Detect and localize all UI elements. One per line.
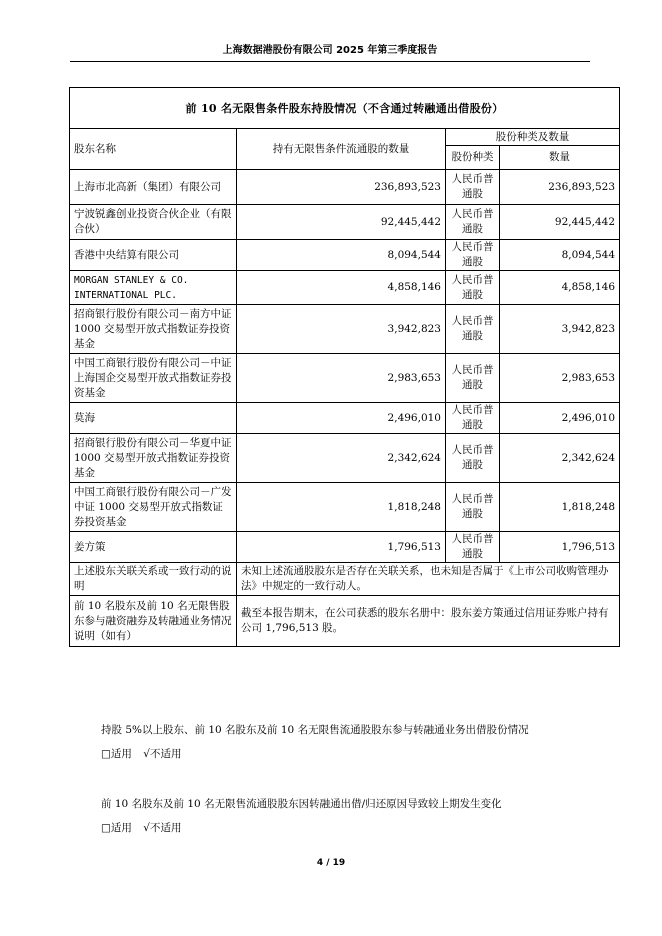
related-party-note-row bbox=[70, 563, 620, 596]
holder-shares: 236,893,523 bbox=[237, 170, 446, 205]
holder-shares: 2,983,653 bbox=[237, 354, 446, 403]
share-type: 人民币普通股 bbox=[446, 434, 500, 483]
col-header-type: 股份种类 bbox=[446, 146, 500, 170]
table-title-row bbox=[70, 88, 620, 129]
col-header-quantity: 数量 bbox=[500, 146, 620, 170]
share-quantity: 2,983,653 bbox=[500, 354, 620, 403]
table-row bbox=[70, 240, 620, 271]
holder-name: 香港中央结算有限公司 bbox=[70, 240, 237, 271]
table-row bbox=[70, 305, 620, 354]
share-type: 人民币普通股 bbox=[446, 271, 500, 305]
table-row bbox=[70, 271, 620, 305]
lending-option-not-applicable[interactable]: √不适用 bbox=[143, 748, 182, 760]
holder-name: 招商银行股份有限公司－南方中证 1000 交易型开放式指数证券投资基金 bbox=[70, 305, 237, 354]
share-quantity: 2,342,624 bbox=[500, 434, 620, 483]
table-row bbox=[70, 354, 620, 403]
table-row bbox=[70, 532, 620, 563]
share-type: 人民币普通股 bbox=[446, 483, 500, 532]
holder-shares: 2,342,624 bbox=[237, 434, 446, 483]
change-option-not-applicable[interactable]: √不适用 bbox=[143, 822, 182, 834]
table-row bbox=[70, 403, 620, 434]
page-header: 上海数据港股份有限公司 2025 年第三季度报告 bbox=[70, 44, 590, 62]
share-type: 人民币普通股 bbox=[446, 305, 500, 354]
lending-option-apply[interactable]: □适用 bbox=[101, 748, 132, 760]
share-quantity: 4,858,146 bbox=[500, 271, 620, 305]
share-quantity: 236,893,523 bbox=[500, 170, 620, 205]
holder-name: MORGAN STANLEY & CO. INTERNATIONAL PLC. bbox=[70, 271, 237, 305]
related-party-note-label: 上述股东关联关系或一致行动的说明 bbox=[70, 563, 237, 596]
table-row bbox=[70, 170, 620, 205]
holder-name: 莫海 bbox=[70, 403, 237, 434]
related-party-note-text: 未知上述流通股股东是否存在关联关系，也未知是否属于《上市公司收购管理办法》中规定的一致行动人。 bbox=[237, 563, 620, 596]
margin-trading-note-row bbox=[70, 596, 620, 647]
share-type: 人民币普通股 bbox=[446, 205, 500, 240]
lending-section-title: 持股 5%以上股东、前 10 名股东及前 10 名无限售流通股股东参与转融通业务出借股份情况 bbox=[101, 724, 529, 736]
col-header-shares: 持有无限售条件流通股的数量 bbox=[237, 129, 446, 170]
holder-shares: 3,942,823 bbox=[237, 305, 446, 354]
table-row bbox=[70, 434, 620, 483]
holder-shares: 4,858,146 bbox=[237, 271, 446, 305]
share-quantity: 1,818,248 bbox=[500, 483, 620, 532]
holder-name: 中国工商银行股份有限公司－中证上海国企交易型开放式指数证券投资基金 bbox=[70, 354, 237, 403]
share-type: 人民币普通股 bbox=[446, 532, 500, 563]
change-option-apply[interactable]: □适用 bbox=[101, 822, 132, 834]
share-quantity: 8,094,544 bbox=[500, 240, 620, 271]
share-quantity: 3,942,823 bbox=[500, 305, 620, 354]
holder-name: 招商银行股份有限公司－华夏中证 1000 交易型开放式指数证券投资基金 bbox=[70, 434, 237, 483]
share-type: 人民币普通股 bbox=[446, 354, 500, 403]
table-row bbox=[70, 205, 620, 240]
share-type: 人民币普通股 bbox=[446, 170, 500, 205]
share-quantity: 92,445,442 bbox=[500, 205, 620, 240]
holder-shares: 92,445,442 bbox=[237, 205, 446, 240]
change-options bbox=[101, 821, 189, 835]
share-type: 人民币普通股 bbox=[446, 240, 500, 271]
margin-trading-note-text: 截至本报告期末，在公司获悉的股东名册中：股东姜方策通过信用证券账户持有公司 1,796,513 股。 bbox=[237, 596, 620, 647]
holder-name: 上海市北高新（集团）有限公司 bbox=[70, 170, 237, 205]
holder-name: 中国工商银行股份有限公司－广发中证 1000 交易型开放式指数证券投资基金 bbox=[70, 483, 237, 532]
table-title: 前 10 名无限售条件股东持股情况（不含通过转融通出借股份） bbox=[70, 88, 620, 129]
top10-unrestricted-holders-table bbox=[69, 87, 620, 647]
holder-name: 宁波锐鑫创业投资合伙企业（有限合伙） bbox=[70, 205, 237, 240]
page-number: 4 / 19 bbox=[316, 858, 346, 868]
holder-shares: 1,818,248 bbox=[237, 483, 446, 532]
share-type: 人民币普通股 bbox=[446, 403, 500, 434]
share-quantity: 2,496,010 bbox=[500, 403, 620, 434]
col-header-holder: 股东名称 bbox=[70, 129, 237, 170]
holder-shares: 1,796,513 bbox=[237, 532, 446, 563]
table-row bbox=[70, 483, 620, 532]
holder-shares: 8,094,544 bbox=[237, 240, 446, 271]
margin-trading-note-label: 前 10 名股东及前 10 名无限售股东参与融资融券及转融通业务情况说明（如有） bbox=[70, 596, 237, 647]
change-section-title: 前 10 名股东及前 10 名无限售流通股股东因转融通出借/归还原因导致较上期发生变化 bbox=[101, 798, 502, 810]
holder-shares: 2,496,010 bbox=[237, 403, 446, 434]
table-header-row-1 bbox=[70, 129, 620, 146]
share-quantity: 1,796,513 bbox=[500, 532, 620, 563]
lending-options bbox=[101, 747, 189, 761]
col-header-type-group: 股份种类及数量 bbox=[446, 129, 620, 146]
holder-name: 姜方策 bbox=[70, 532, 237, 563]
